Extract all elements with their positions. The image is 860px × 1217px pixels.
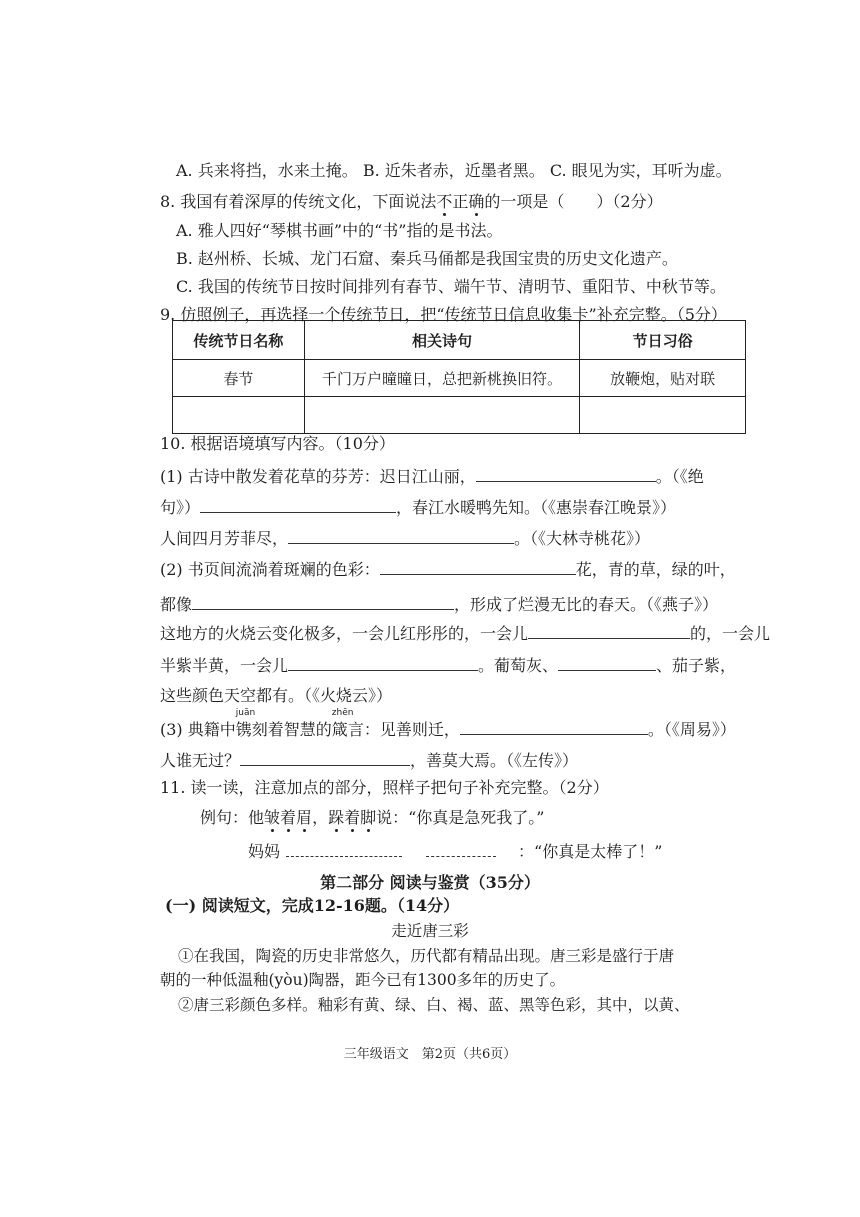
table-cell: 放鞭炮，贴对联 bbox=[580, 360, 746, 397]
q8-option-b: B. 赵州桥、长城、龙门石窟、秦兵马俑都是我国宝贵的历史文化遗产。 bbox=[176, 249, 678, 268]
table-row bbox=[173, 397, 746, 434]
hanzi: 镌 bbox=[235, 720, 252, 739]
answer-blank[interactable] bbox=[200, 494, 396, 513]
text: ，善莫大焉。（《左传》） bbox=[410, 751, 579, 770]
text: (1) 古诗中散发着花草的芬芳：迟日江山丽， bbox=[160, 467, 476, 486]
article-paragraph-2: ②唐三彩颜色多样。釉彩有黄、绿、白、褐、蓝、黑等色彩，其中，以黄、 bbox=[178, 996, 690, 1014]
answer-cell[interactable] bbox=[304, 397, 580, 434]
text: ，春江水暖鸭先知。（《惠崇春江晚景》） bbox=[396, 498, 677, 517]
text: ：“你真是太棒了！” bbox=[518, 842, 663, 861]
table-header: 节日习俗 bbox=[580, 321, 746, 360]
hanzi: 箴 bbox=[331, 720, 348, 739]
answer-blank[interactable] bbox=[558, 652, 656, 671]
part2-title: 第二部分 阅读与鉴赏（35分） bbox=[320, 873, 540, 892]
text: (2) 书页间流淌着斑斓的色彩： bbox=[160, 560, 380, 579]
page-footer: 三年级语文 第2页（共6页） bbox=[343, 1047, 517, 1062]
text: (3) 典籍中 bbox=[160, 720, 236, 739]
answer-blank[interactable] bbox=[528, 620, 690, 639]
answer-blank[interactable] bbox=[286, 838, 402, 857]
q8-option-c: C. 我国的传统节日按时间排列有春节、端午节、清明节、重阳节、中秋节等。 bbox=[176, 277, 726, 296]
answer-blank[interactable] bbox=[288, 525, 514, 544]
text: 的，一会儿 bbox=[690, 624, 771, 643]
q7-options: A. 兵来将挡，水来土掩。 B. 近朱者赤，近墨者黑。 C. 眼见为实，耳听为虚。 bbox=[176, 161, 732, 180]
emphasis-dot-char: 跺 bbox=[328, 808, 345, 827]
text: ，形成了烂漫无比的春天。（《燕子》） bbox=[454, 595, 719, 614]
q10-line-8: 这些颜色天空都有。（《火烧云》） bbox=[160, 686, 393, 705]
article-paragraph-1-cont: 朝的一种低温釉(yòu)陶器，距今已有1300多年的历史了。 bbox=[160, 971, 566, 989]
q10-line-7 bbox=[160, 652, 736, 678]
q10-line-6 bbox=[160, 620, 770, 646]
emphasis-dot-char: 确 bbox=[468, 192, 485, 211]
table-cell: 千门万户曈曈日，总把新桃换旧符。 bbox=[304, 360, 580, 397]
q9-stem: 9. 仿照例子，再选择一个传统节日，把“传统节日信息收集卡”补充完整。（5分） bbox=[160, 305, 727, 324]
text: 、茄子紫， bbox=[656, 656, 737, 675]
text: 例句：他 bbox=[200, 808, 265, 827]
table-cell: 春节 bbox=[173, 360, 305, 397]
q11-stem: 11. 读一读，注意加点的部分，照样子把句子补充完整。（2分） bbox=[160, 778, 609, 797]
table-row bbox=[173, 360, 746, 397]
q10-stem: 10. 根据语境填写内容。（10分） bbox=[160, 434, 395, 453]
answer-blank[interactable] bbox=[476, 463, 656, 482]
text: 。（《绝 bbox=[655, 467, 704, 486]
answer-blank[interactable] bbox=[192, 591, 454, 610]
answer-blank[interactable] bbox=[288, 652, 478, 671]
text: 妈妈 bbox=[248, 842, 281, 861]
q10-line-10 bbox=[160, 747, 578, 773]
festival-info-card bbox=[172, 320, 746, 434]
text: 。葡萄灰、 bbox=[478, 656, 559, 675]
text: 都像 bbox=[160, 595, 193, 614]
emphasis-dot-char: 着 bbox=[280, 808, 297, 827]
section-1-heading: (一) 阅读短文，完成12-16题。（14分） bbox=[165, 896, 460, 915]
table-header-row bbox=[173, 321, 746, 360]
emphasis-dot-char: 脚 bbox=[360, 808, 377, 827]
q11-answer-line bbox=[248, 838, 662, 864]
text: 人谁无过？ bbox=[160, 751, 241, 770]
q11-example bbox=[200, 806, 545, 830]
answer-cell[interactable] bbox=[580, 397, 746, 434]
answer-blank[interactable] bbox=[460, 716, 648, 735]
q8-stem-b: 正 bbox=[452, 192, 469, 211]
emphasis-dot-char: 皱 bbox=[264, 808, 281, 827]
text: 半紫半黄，一会儿 bbox=[160, 656, 289, 675]
q10-line-5 bbox=[160, 591, 718, 617]
text: ， bbox=[312, 808, 329, 827]
article-paragraph-1: ①在我国，陶瓷的历史非常悠久，历代都有精品出现。唐三彩是盛行于唐 bbox=[178, 947, 675, 965]
answer-blank[interactable] bbox=[240, 747, 410, 766]
q10-line-2 bbox=[160, 494, 676, 520]
table-header: 传统节日名称 bbox=[173, 321, 305, 360]
pinyin: juān bbox=[235, 708, 256, 718]
article-title: 走近唐三彩 bbox=[391, 922, 469, 940]
text: 说：“你真是急死我了。” bbox=[376, 808, 545, 827]
q8-stem-a: 8. 我国有着深厚的传统文化，下面说法 bbox=[160, 192, 437, 211]
answer-cell[interactable] bbox=[173, 397, 305, 434]
pinyin-annotated-char bbox=[331, 708, 354, 742]
q8-stem bbox=[160, 190, 663, 214]
emphasis-dot-char: 不 bbox=[436, 192, 453, 211]
text: 人间四月芳菲尽， bbox=[160, 529, 289, 548]
q10-line-4 bbox=[160, 556, 736, 582]
q8-option-a: A. 雅人四好“琴棋书画”中的“书”指的是书法。 bbox=[176, 221, 503, 240]
emphasis-dot-char: 眉 bbox=[296, 808, 313, 827]
text: 言：见善则迁， bbox=[347, 720, 460, 739]
text: 这地方的火烧云变化极多，一会儿红彤彤的，一会儿 bbox=[160, 624, 529, 643]
text: 刻着智慧的 bbox=[251, 720, 332, 739]
pinyin-annotated-char bbox=[235, 708, 256, 742]
text: 。（《周易》） bbox=[647, 720, 736, 739]
text: 。（《大林寺桃花》） bbox=[514, 529, 651, 548]
q10-line-3 bbox=[160, 525, 650, 551]
q10-line-1 bbox=[160, 463, 704, 489]
q10-line-9 bbox=[160, 708, 736, 742]
text: 句》） bbox=[160, 498, 201, 517]
emphasis-dot-char: 着 bbox=[344, 808, 361, 827]
pinyin: zhēn bbox=[331, 708, 354, 718]
text: 花，青的草，绿的叶， bbox=[575, 560, 736, 579]
answer-blank[interactable] bbox=[426, 838, 496, 857]
q8-stem-c: 的一项是（ ）（2分） bbox=[484, 192, 663, 211]
answer-blank[interactable] bbox=[380, 556, 576, 575]
table-header: 相关诗句 bbox=[304, 321, 580, 360]
